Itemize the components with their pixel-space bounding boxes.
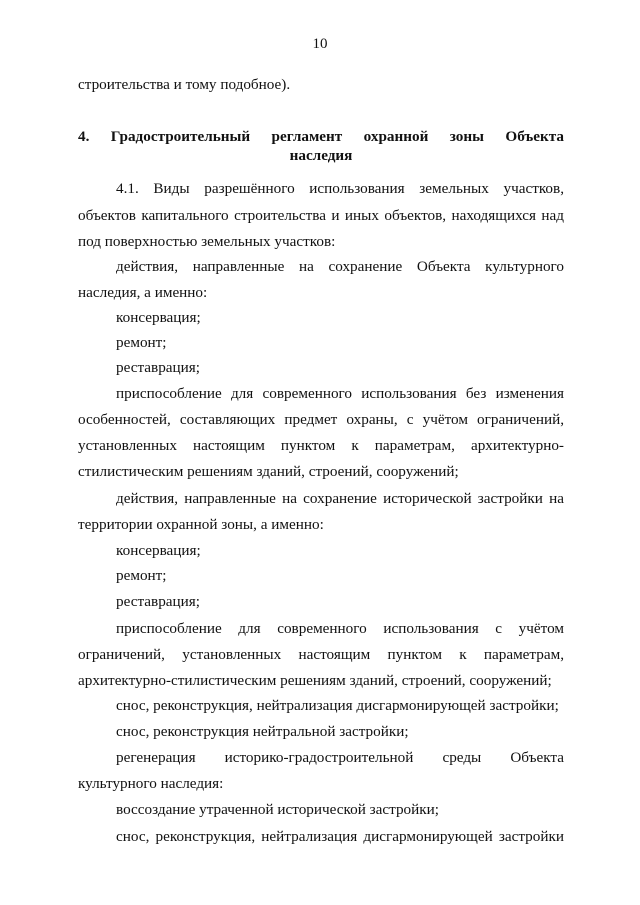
paragraph-line: действия, направленные на сохранение Объекта культурного <box>116 258 564 275</box>
list-item: снос, реконструкция, нейтрализация дисгармонирующей застройки; <box>116 697 559 714</box>
list-item: консервация; <box>116 309 201 326</box>
paragraph-line: приспособление для современного использования с учётом <box>116 620 564 637</box>
paragraph-line: 4.1. Виды разрешённого использования земельных участков, <box>116 180 564 197</box>
list-item: снос, реконструкция нейтральной застройки; <box>116 723 409 740</box>
list-item: ремонт; <box>116 334 167 351</box>
paragraph-line: действия, направленные на сохранение исторической застройки на <box>116 490 564 507</box>
list-item: реставрация; <box>116 359 200 376</box>
page-number: 10 <box>312 36 328 52</box>
paragraph-line: территории охранной зоны, а именно: <box>78 516 324 533</box>
list-item: реставрация; <box>116 593 200 610</box>
paragraph-line: стилистическим решениям зданий, строений, сооружений; <box>78 463 459 480</box>
section-heading-line-1: 4. Градостроительный регламент охранной зоны Объекта <box>78 128 564 145</box>
paragraph-line: объектов капитального строительства и иных объектов, находящихся над <box>78 207 564 224</box>
list-item: ремонт; <box>116 567 167 584</box>
list-item: снос, реконструкция, нейтрализация дисгармонирующей застройки <box>116 828 564 845</box>
section-heading-line-2: наследия <box>289 147 353 164</box>
list-item: консервация; <box>116 542 201 559</box>
paragraph-line: установленных настоящим пунктом к параметрам, архитектурно- <box>78 437 564 454</box>
paragraph-line: наследия, а именно: <box>78 284 208 301</box>
paragraph-line: архитектурно-стилистическим решениям зданий, строений, сооружений; <box>78 672 552 689</box>
paragraph-line: ограничений, установленных настоящим пунктом к параметрам, <box>78 646 564 663</box>
paragraph-line: приспособление для современного использования без изменения <box>116 385 564 402</box>
paragraph-line: регенерация историко-градостроительной среды Объекта <box>116 749 564 766</box>
text-line-1: строительства и тому подобное). <box>78 76 291 93</box>
paragraph-line: особенностей, составляющих предмет охраны, с учётом ограничений, <box>78 411 564 428</box>
list-item: воссоздание утраченной исторической застройки; <box>116 801 439 818</box>
paragraph-line: культурного наследия: <box>78 775 224 792</box>
paragraph-line: под поверхностью земельных участков: <box>78 233 336 250</box>
